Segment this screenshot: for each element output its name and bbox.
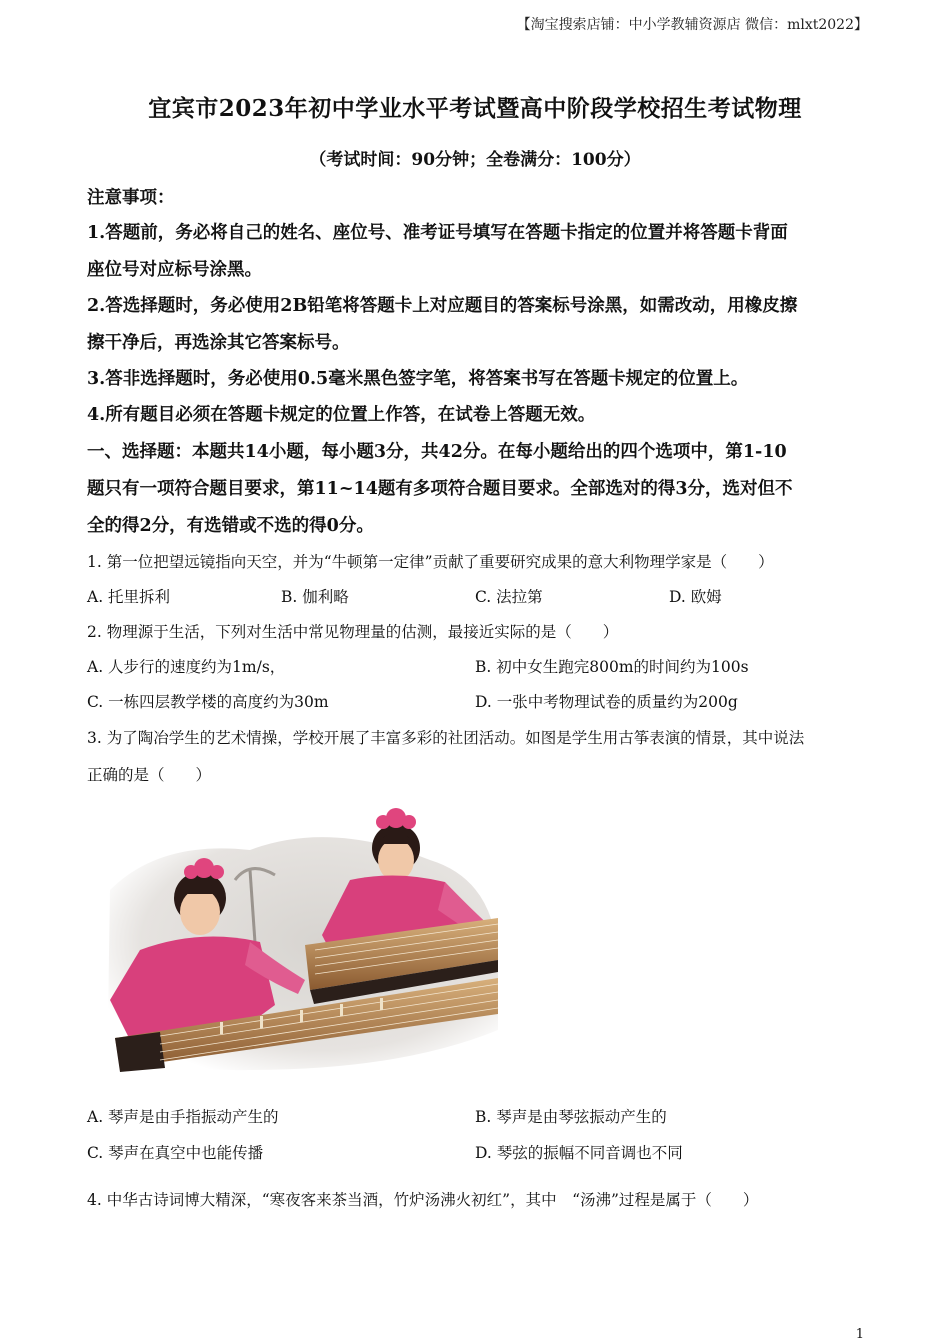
- question-1-option-b: B. 伽利略: [281, 588, 349, 606]
- section-1-line-2: 题只有一项符合题目要求，第11~14题有多项符合题目要求。全部选对的得3分，选对但不: [87, 479, 793, 499]
- question-3-option-d: D. 琴弦的振幅不同音调也不同: [475, 1144, 683, 1162]
- section-1-line-3: 全的得2分，有选错或不选的得0分。: [87, 516, 374, 536]
- notice-item-2-line-1: 2.答选择题时，务必使用2B铅笔将答题卡上对应题目的答案标号涂黑，如需改动，用橡皮擦: [87, 296, 798, 316]
- question-1-stem: 1. 第一位把望远镜指向天空，并为“牛顿第一定律”贡献了重要研究成果的意大利物理学家是（ ）: [87, 553, 774, 571]
- section-1-line-1: 一、选择题：本题共14小题，每小题3分，共42分。在每小题给出的四个选项中，第1-10: [87, 442, 787, 462]
- exam-subtitle: （考试时间：90分钟；全卷满分：100分）: [309, 150, 641, 170]
- shop-note: 【淘宝搜索店铺：中小学教辅资源店 微信：mlxt2022】: [516, 17, 868, 33]
- notice-item-1-line-1: 1.答题前，务必将自己的姓名、座位号、准考证号填写在答题卡指定的位置并将答题卡背面: [87, 223, 788, 243]
- question-2-option-d: D. 一张中考物理试卷的质量约为200g: [475, 693, 738, 711]
- question-2-stem: 2. 物理源于生活，下列对生活中常见物理量的估测，最接近实际的是（ ）: [87, 623, 619, 641]
- question-3-stem-line-2: 正确的是（ ）: [87, 766, 212, 784]
- question-4-stem: 4. 中华古诗词博大精深，“寒夜客来茶当酒，竹炉汤沸火初红”，其中 “汤沸”过程是属于（ ）: [87, 1191, 759, 1209]
- question-3-option-a: A. 琴声是由手指振动产生的: [87, 1108, 279, 1126]
- question-2-option-c: C. 一栋四层教学楼的高度约为30m: [87, 693, 329, 711]
- question-1-option-c: C. 法拉第: [475, 588, 543, 606]
- guzheng-performance-photo: [100, 800, 500, 1075]
- question-3-option-b: B. 琴声是由琴弦振动产生的: [475, 1108, 667, 1126]
- notice-item-1-line-2: 座位号对应标号涂黑。: [87, 260, 262, 280]
- exam-title: 宜宾市2023年初中学业水平考试暨高中阶段学校招生考试物理: [148, 95, 802, 122]
- question-2-option-a: A. 人步行的速度约为1m/s，: [87, 658, 286, 676]
- question-1-option-d: D. 欧姆: [669, 588, 722, 606]
- question-2-option-b: B. 初中女生跑完800m的时间约为100s: [475, 658, 749, 676]
- notice-item-3: 3.答非选择题时，务必使用0.5毫米黑色签字笔，将答案书写在答题卡规定的位置上。: [87, 369, 749, 389]
- question-3-option-c: C. 琴声在真空中也能传播: [87, 1144, 264, 1162]
- notice-item-2-line-2: 擦干净后，再选涂其它答案标号。: [87, 333, 350, 353]
- question-3-stem-line-1: 3. 为了陶冶学生的艺术情操，学校开展了丰富多彩的社团活动。如图是学生用古筝表演的情景，其中说法: [87, 729, 805, 747]
- page-number: 1: [855, 1327, 864, 1342]
- notice-item-4: 4.所有题目必须在答题卡规定的位置上作答，在试卷上答题无效。: [87, 405, 596, 425]
- question-1-option-a: A. 托里拆利: [87, 588, 171, 606]
- notice-heading: 注意事项：: [87, 188, 175, 208]
